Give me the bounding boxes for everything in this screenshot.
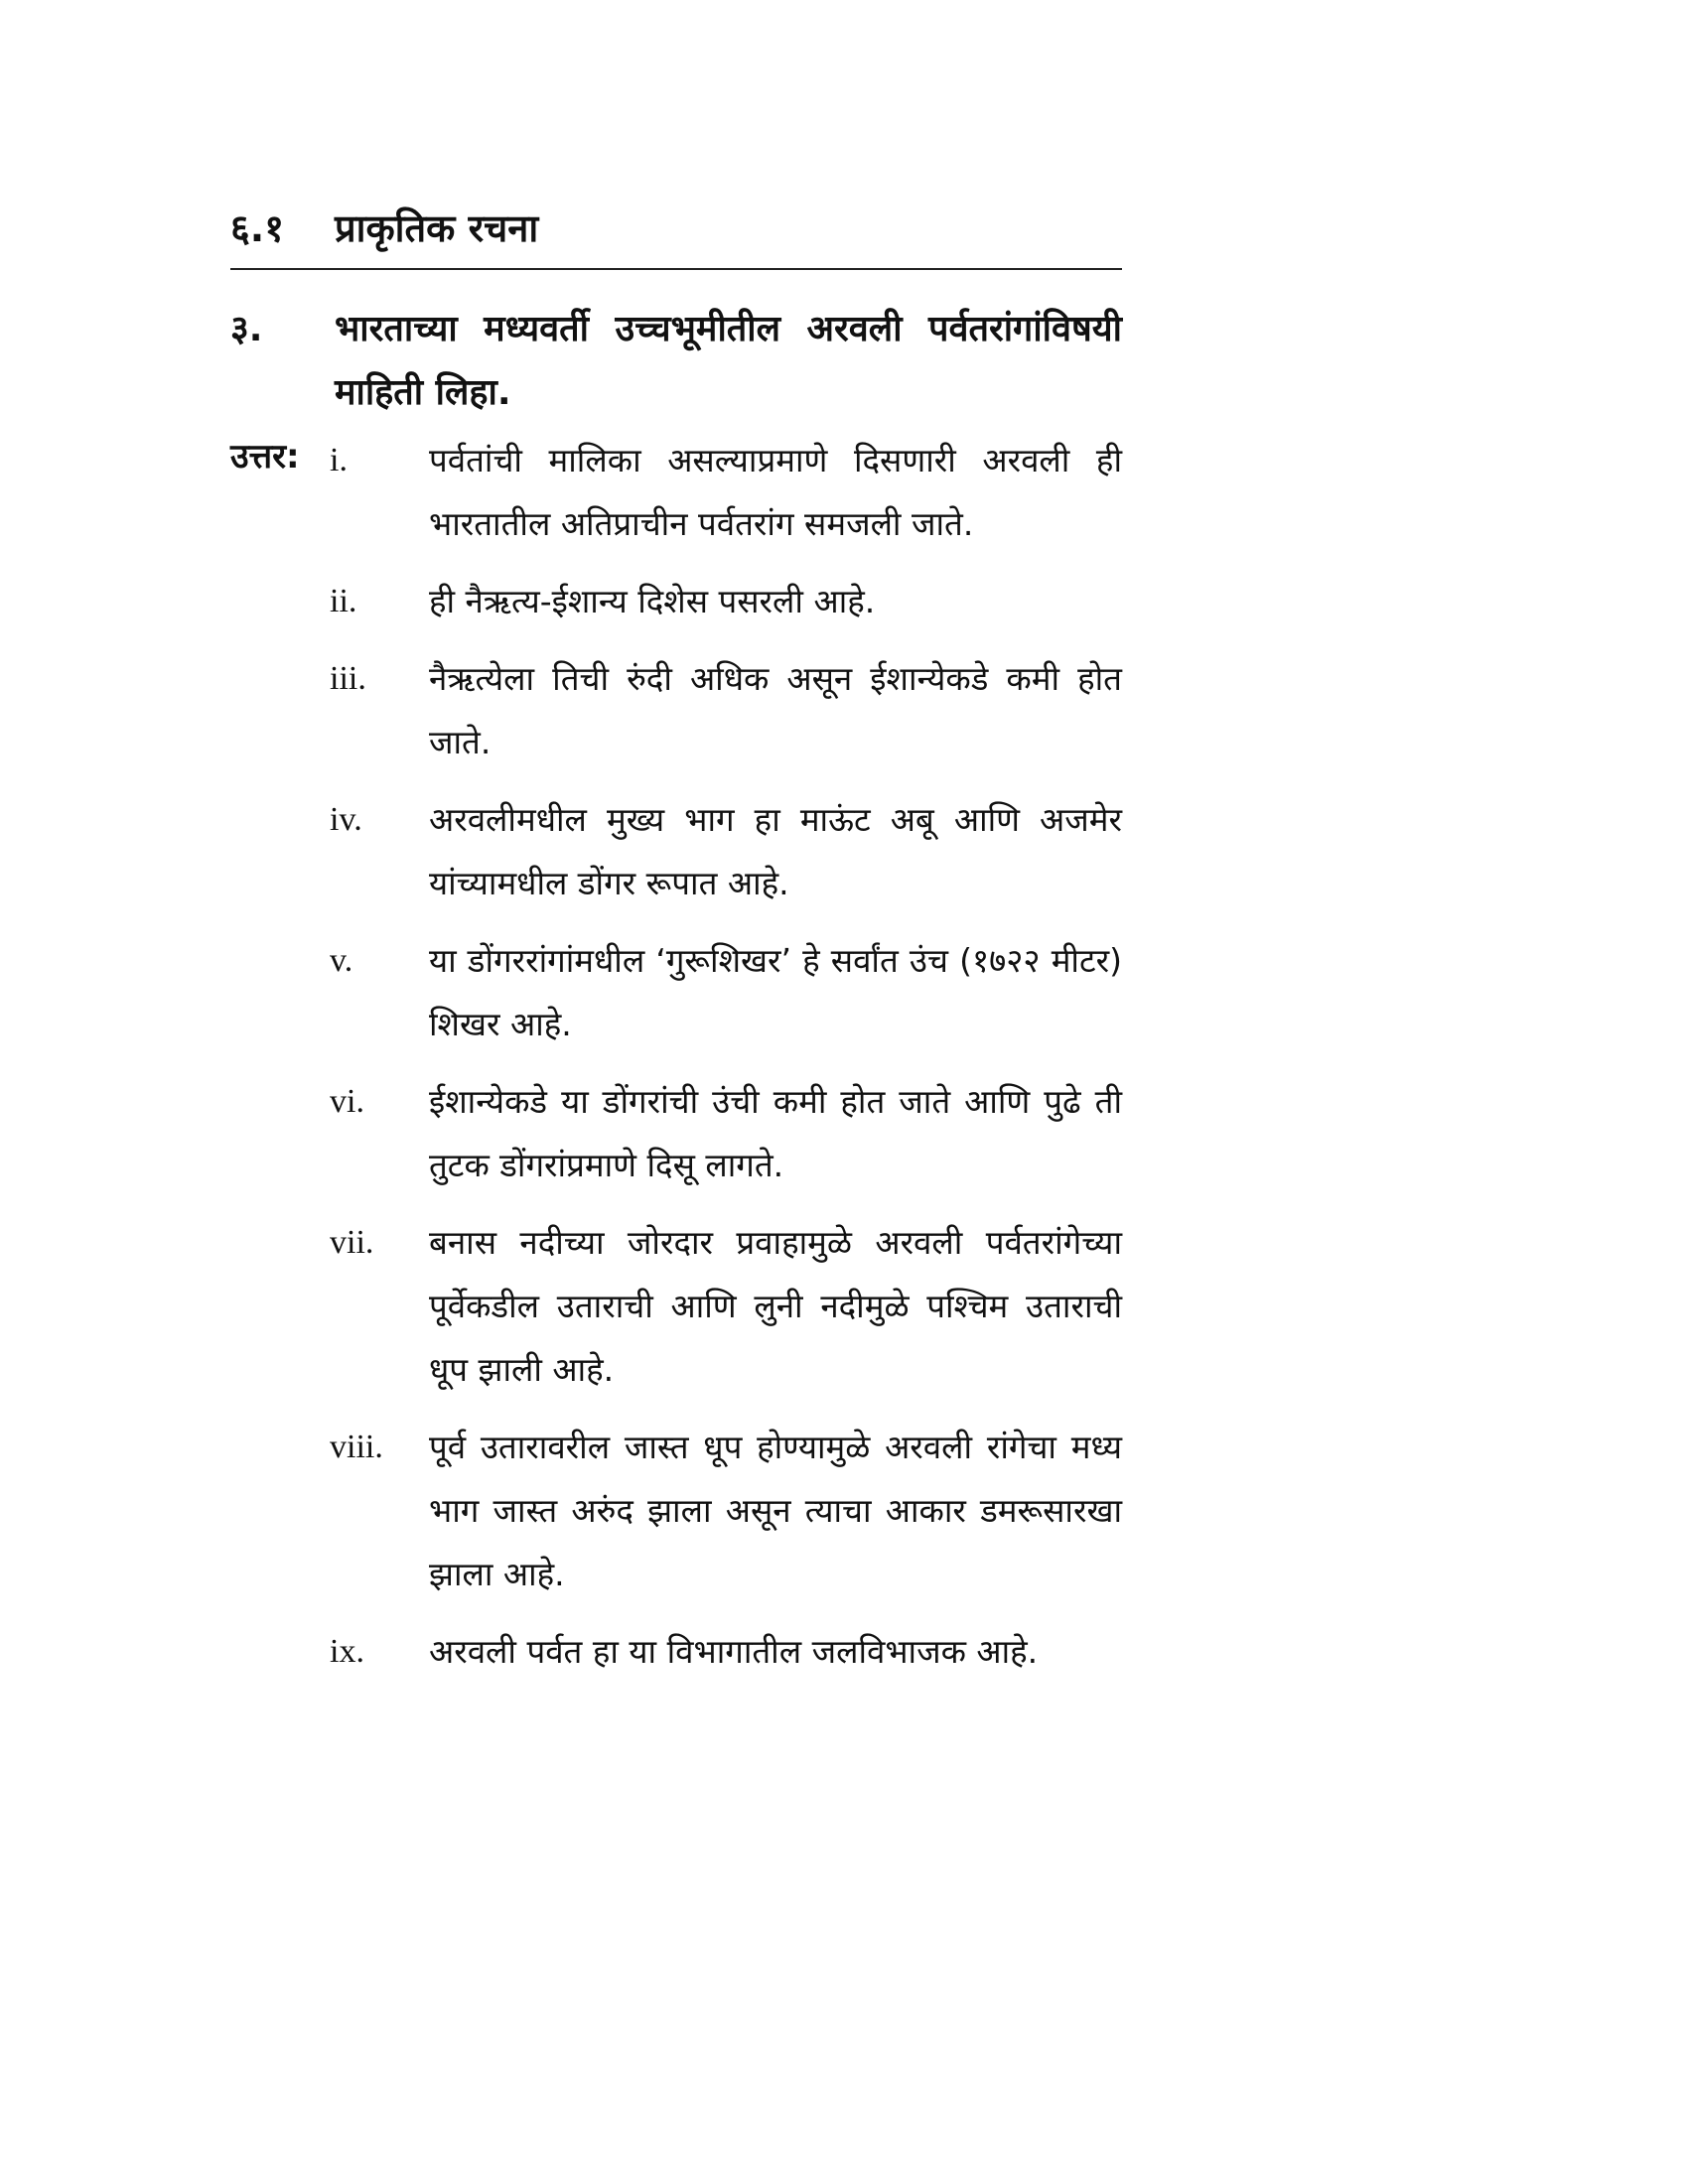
item-text: नैऋत्येला तिची रुंदी अधिक असून ईशान्येकडे कमी होत जाते. [429,659,1122,761]
question-number: ३. [230,309,263,349]
answer-item [230,1620,1122,1684]
question-block [230,298,1122,425]
answer-item [230,1070,1122,1197]
answer-list [230,429,1122,1698]
item-text: अरवलीमधील मुख्य भाग हा माऊंट अबू आणि अजमेर यांच्यामधील डोंगर रूपात आहे. [429,800,1122,902]
section-number: ६.१ [230,206,284,250]
item-text: पर्वतांची मालिका असल्याप्रमाणे दिसणारी अरवली ही भारतातील अतिप्राचीन पर्वतरांग समजली जाते. [429,441,1122,543]
item-text: बनास नदीच्या जोरदार प्रवाहामुळे अरवली पर्वतरांगेच्या पूर्वेकडील उताराची आणि लुनी नदीमुळे पश्चिम उताराची धूप झाली आहे. [429,1223,1122,1389]
item-text: पूर्व उतारावरील जास्त धूप होण्यामुळे अरवली रांगेचा मध्य भाग जास्त अरुंद झाला असून त्याचा आकार डमरूसारखा झाला आहे. [429,1428,1122,1593]
question-text: भारताच्या मध्यवर्ती उच्चभूमीतील अरवली पर्वतरांगांविषयी माहिती लिहा. [335,309,1122,413]
answer-item [230,647,1122,774]
section-title: प्राकृतिक रचना [335,206,539,250]
answer-item [230,570,1122,633]
answer-item [230,929,1122,1056]
heading-divider [230,268,1122,270]
answer-label: उत्तर: [230,437,300,477]
item-numeral: iv. [330,801,362,838]
answer-item [230,788,1122,915]
answer-item [230,1416,1122,1606]
item-numeral: i. [330,442,348,478]
item-text: ही नैऋत्य-ईशान्य दिशेस पसरली आहे. [429,582,876,620]
item-text: अरवली पर्वत हा या विभागातील जलविभाजक आहे. [429,1632,1039,1671]
item-numeral: viii. [330,1429,383,1465]
item-numeral: iii. [330,660,366,697]
item-numeral: ii. [330,583,357,619]
item-numeral: ix. [330,1633,364,1670]
item-text: ईशान्येकडे या डोंगरांची उंची कमी होत जाते आणि पुढे ती तुटक डोंगरांप्रमाणे दिसू लागते. [429,1082,1122,1184]
item-numeral: v. [330,942,353,979]
item-text: या डोंगररांगांमधील ‘गुरूशिखर’ हे सर्वांत उंच (१७२२ मीटर) शिखर आहे. [429,941,1122,1043]
section-heading [230,203,538,254]
answer-item [230,1211,1122,1402]
item-numeral: vi. [330,1083,364,1120]
item-numeral: vii. [330,1224,374,1261]
answer-item [230,429,1122,556]
